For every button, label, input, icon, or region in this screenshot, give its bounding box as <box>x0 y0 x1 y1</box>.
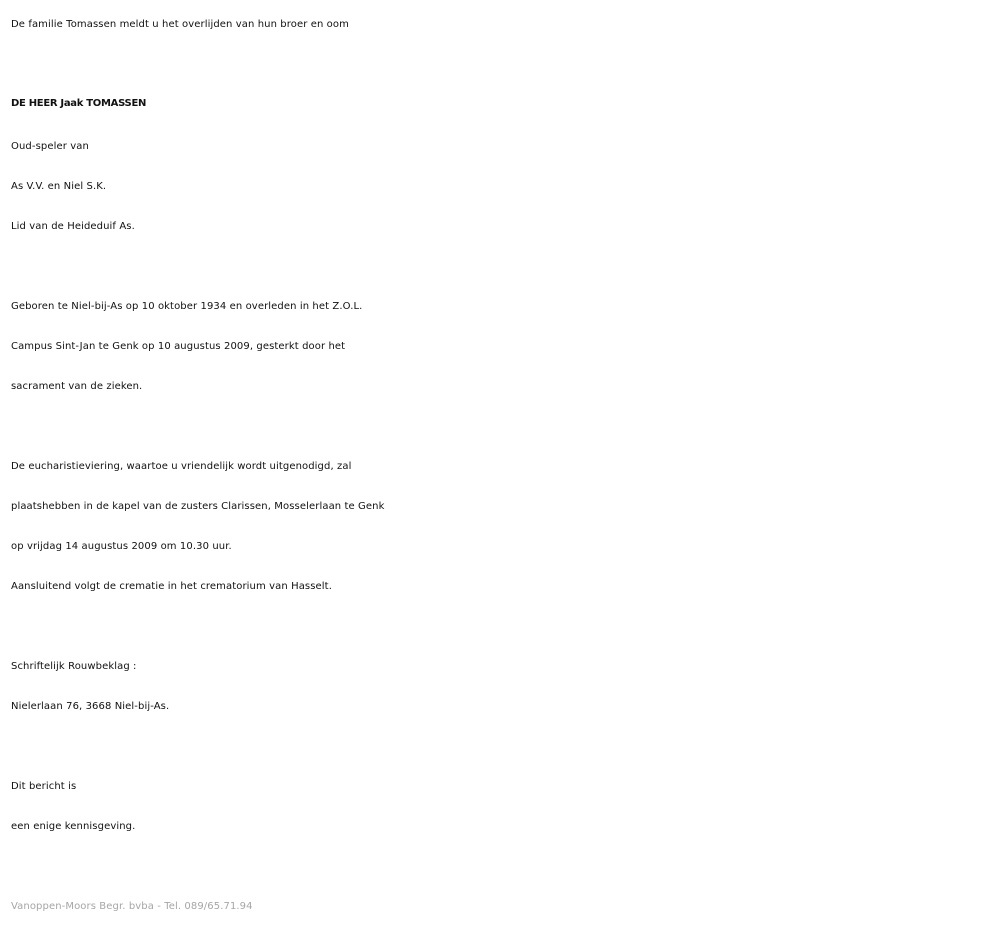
birth-death-line: Geboren te Niel-bij-As op 10 oktober 1934 en overleden in het Z.O.L. <box>11 301 363 312</box>
deceased-name: DE HEER Jaak TOMASSEN <box>11 98 147 109</box>
ceremony-line: plaatshebben in de kapel van de zusters Clarissen, Mosselerlaan te Genk <box>11 501 385 512</box>
birth-death-line: sacrament van de zieken. <box>11 381 143 392</box>
spacer <box>11 727 991 767</box>
spacer <box>11 847 991 887</box>
spacer <box>11 607 991 647</box>
notice-line: een enige kennisgeving. <box>11 821 136 832</box>
ceremony-line: op vrijdag 14 augustus 2009 om 10.30 uur. <box>11 541 232 552</box>
ceremony-line: De eucharistieviering, waartoe u vriendelijk wordt uitgenodigd, zal <box>11 461 352 472</box>
notice-line: Dit bericht is <box>11 781 77 792</box>
description-block <box>11 127 991 247</box>
ceremony-block <box>11 447 991 607</box>
description-line: Lid van de Heideduif As. <box>11 221 135 232</box>
condolences-address: Nielerlaan 76, 3668 Niel-bij-As. <box>11 701 170 712</box>
intro-text: De familie Tomassen meldt u het overlijden van hun broer en oom <box>11 19 349 30</box>
notice-block <box>11 767 991 847</box>
spacer <box>11 407 991 447</box>
condolences-line: Schriftelijk Rouwbeklag : <box>11 661 137 672</box>
funeral-home-footer: Vanoppen-Moors Begr. bvba - Tel. 089/65.71.94 <box>11 901 253 912</box>
death-notice <box>11 0 991 927</box>
birth-death-line: Campus Sint-Jan te Genk op 10 augustus 2009, gesterkt door het <box>11 341 346 352</box>
spacer <box>11 247 991 287</box>
condolences-block <box>11 647 991 727</box>
birth-death-block <box>11 287 991 407</box>
ceremony-line: Aansluitend volgt de crematie in het crematorium van Hasselt. <box>11 581 332 592</box>
description-line: Oud-speler van <box>11 141 89 152</box>
description-line: As V.V. en Niel S.K. <box>11 181 107 192</box>
